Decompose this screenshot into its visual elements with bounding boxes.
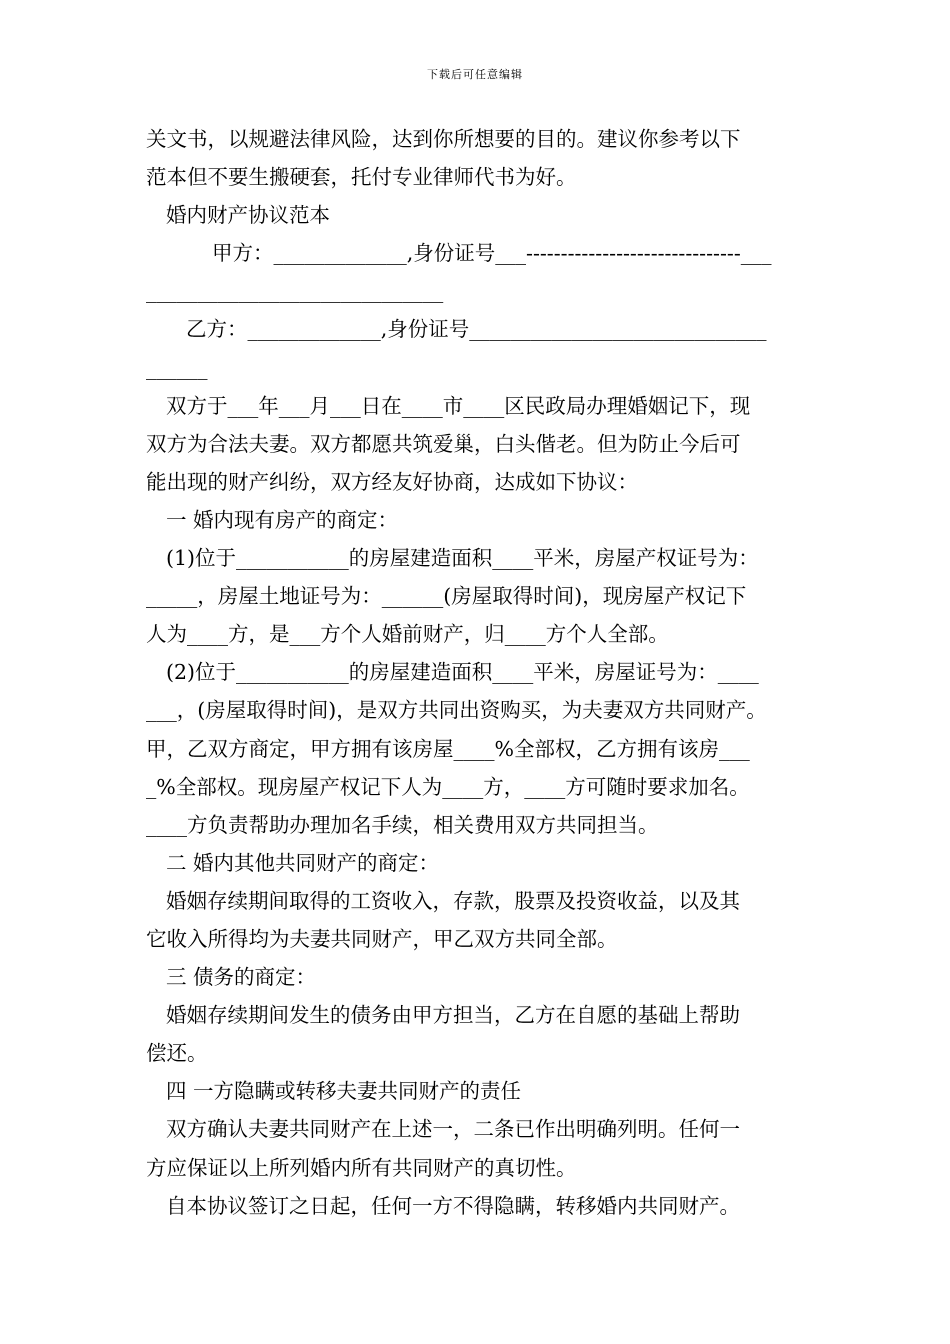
clause-line: ____方负责帮助办理加名手续，相关费用双方共同担当。 — [146, 812, 659, 837]
paragraph-line: 自本协议签订之日起，任何一方不得隐瞒，转移婚内共同财产。 — [166, 1193, 740, 1218]
section-heading-4: 四 一方隐瞒或转移夫妻共同财产的责任 — [166, 1079, 522, 1104]
clause-line: _%全部权。现房屋产权记下人为____方，____方可随时要求加名。 — [146, 774, 750, 799]
paragraph-line: 能出现的财产纠纷，双方经友好协商，达成如下协议： — [146, 469, 638, 494]
section-heading-2: 二 婚内其他共同财产的商定： — [166, 850, 440, 875]
paragraph-line: 范本但不要生搬硬套，托付专业律师代书为好。 — [146, 165, 577, 190]
section-heading-1: 一 婚内现有房产的商定： — [166, 507, 399, 532]
paragraph-line: 双方确认夫妻共同财产在上述一，二条已作出明确列明。任何一 — [166, 1117, 740, 1142]
paragraph-line: 双方于___年___月___日在____市____区民政局办理婚姻记下，现 — [166, 393, 751, 418]
agreement-title: 婚内财产协议范本 — [166, 203, 330, 228]
clause-line: (2)位于___________的房屋建造面积____平米，房屋证号为：____ — [166, 660, 759, 685]
section-heading-3: 三 债务的商定： — [166, 965, 317, 990]
party-a-line: 甲方：_____________,身份证号___-------------------------------___ — [212, 241, 772, 266]
page-header: 下载后可任意编辑 — [427, 68, 523, 81]
party-b-line-cont: ______ — [146, 355, 208, 380]
clause-line: (1)位于___________的房屋建造面积____平米，房屋产权证号为： — [166, 546, 759, 571]
paragraph-line: 婚姻存续期间取得的工资收入，存款，股票及投资收益，以及其 — [166, 888, 740, 913]
document-body — [146, 120, 836, 1225]
party-a-line-cont: _____________________________ — [146, 279, 444, 304]
clause-line: 甲，乙双方商定，甲方拥有该房屋____%全部权，乙方拥有该房___ — [146, 736, 750, 761]
paragraph-line: 关文书，以规避法律风险，达到你所想要的目的。建议你参考以下 — [146, 127, 741, 151]
paragraph-line: 方应保证以上所列婚内所有共同财产的真切性。 — [146, 1155, 577, 1180]
clause-line: ___，(房屋取得时间)，是双方共同出资购买，为夫妻双方共同财产。 — [146, 698, 767, 723]
party-b-line: 乙方：_____________,身份证号_____________________________ — [186, 317, 767, 342]
paragraph-line: 它收入所得均为夫妻共同财产，甲乙双方共同全部。 — [146, 926, 618, 951]
paragraph-line: 偿还。 — [146, 1041, 208, 1066]
clause-line: 人为____方，是___方个人婚前财产，归____方个人全部。 — [146, 622, 669, 647]
paragraph-line: 双方为合法夫妻。双方都愿共筑爱巢，白头偕老。但为防止今后可 — [146, 431, 741, 456]
paragraph-line: 婚姻存续期间发生的债务由甲方担当，乙方在自愿的基础上帮助 — [166, 1003, 740, 1028]
clause-line: _____，房屋土地证号为：______(房屋取得时间)，现房屋产权记下 — [146, 584, 747, 609]
